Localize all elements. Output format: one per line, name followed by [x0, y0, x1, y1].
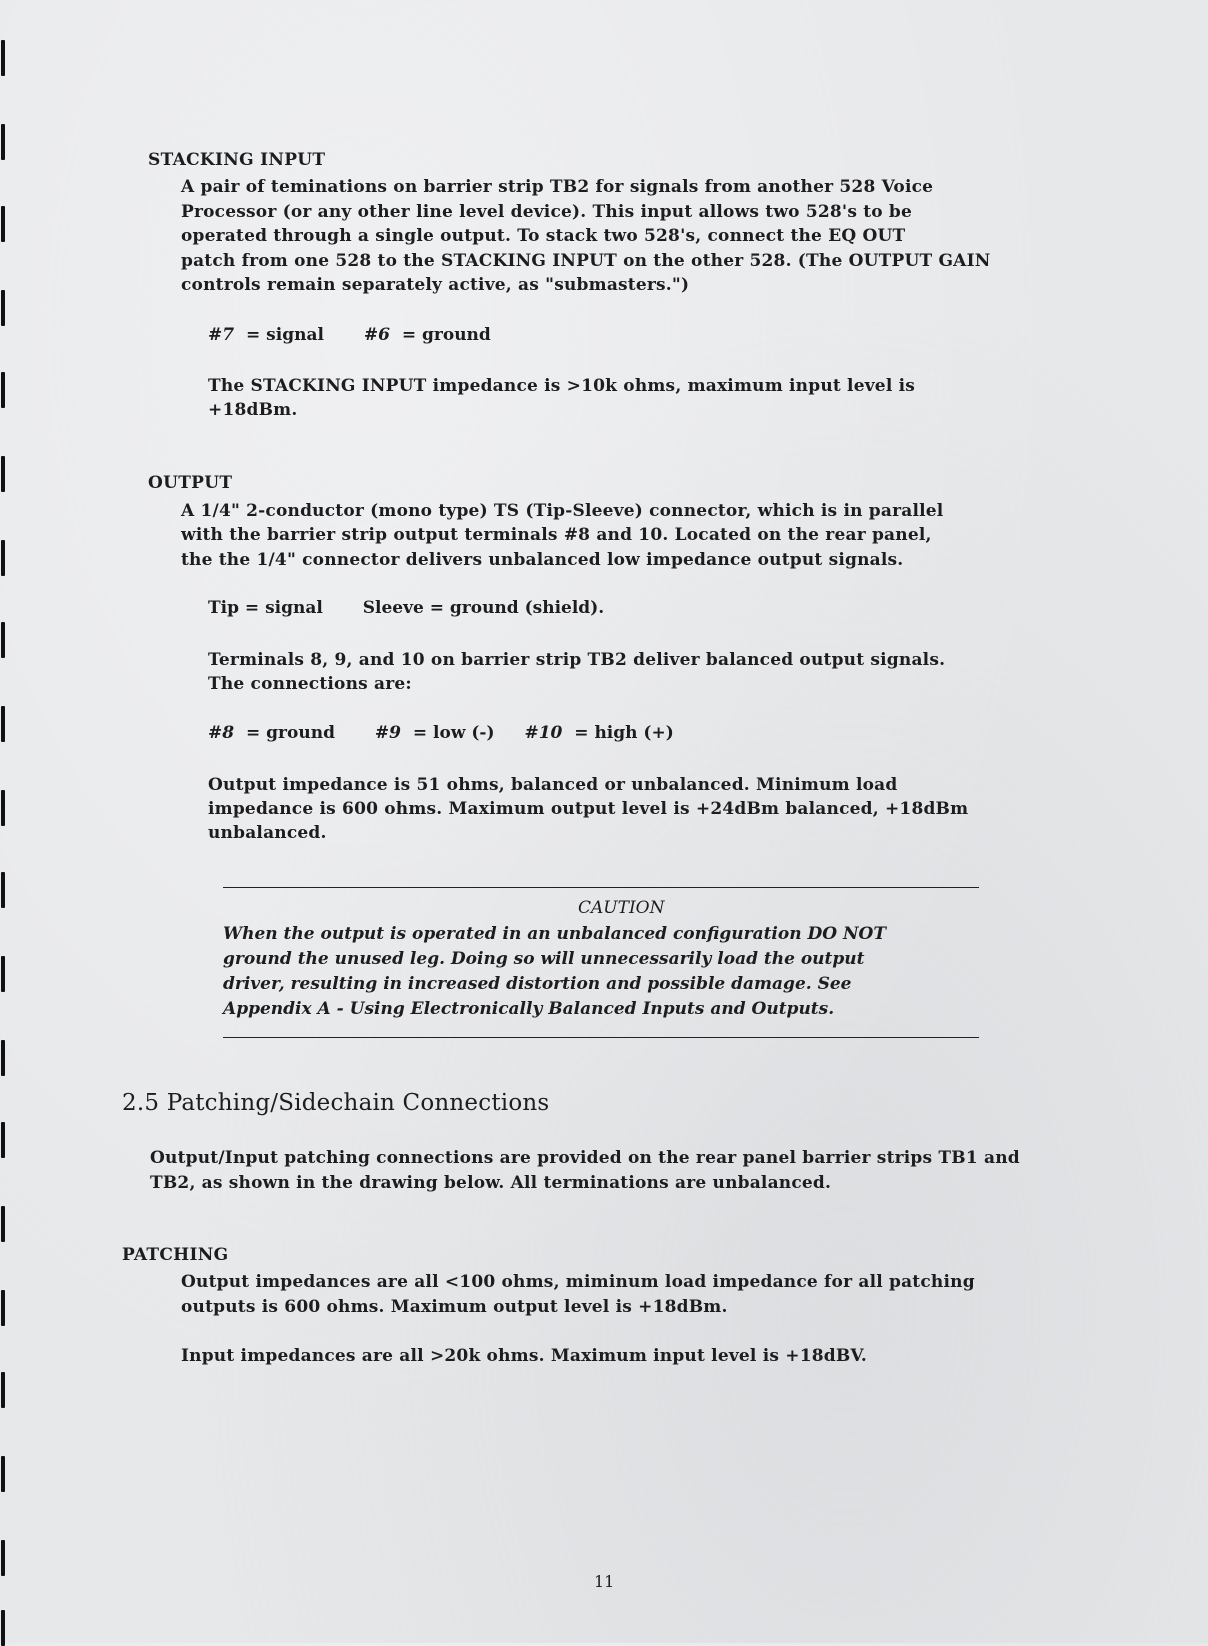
paragraph-line: A 1/4" 2-conductor (mono type) TS (Tip-Sleeve) connector, which is in parallel [181, 501, 944, 521]
paragraph-line: operated through a single output. To stack two 528's, connect the EQ OUT [181, 226, 906, 246]
caution-line: When the output is operated in an unbalanced configuration DO NOT [223, 924, 886, 944]
stacking-input-heading: STACKING INPUT [148, 150, 326, 170]
output-impedance-line: impedance is 600 ohms. Maximum output level is +24dBm balanced, +18dBm [208, 799, 969, 819]
patching-heading: PATCHING [122, 1245, 229, 1265]
output-impedance-line: Output impedance is 51 ohms, balanced or unbalanced. Minimum load [208, 775, 898, 795]
binding-holes [0, 0, 8, 1643]
pin-number: #9 [374, 723, 401, 743]
pin-value: = high (+) [574, 723, 674, 743]
paragraph-line: the the 1/4" connector delivers unbalanced low impedance output signals. [181, 550, 904, 570]
caution-line: Appendix A - Using Electronically Balanced Inputs and Outputs. [223, 999, 835, 1019]
stacking-impedance-line: +18dBm. [208, 400, 298, 420]
caution-line: driver, resulting in increased distortion and possible damage. See [223, 974, 852, 994]
output-pin-assignments [208, 723, 674, 743]
tip-assignment: Tip = signal [208, 598, 323, 618]
stacking-pin-assignments [208, 325, 491, 345]
output-heading: OUTPUT [148, 473, 233, 493]
output-tip-sleeve [208, 598, 604, 618]
sleeve-assignment: Sleeve = ground (shield). [362, 598, 605, 618]
pin-number: #7 [208, 325, 235, 345]
paragraph-line: patch from one 528 to the STACKING INPUT on the other 528. (The OUTPUT GAIN [181, 251, 991, 271]
caution-bottom-rule [223, 1037, 979, 1038]
pin-number: #6 [363, 325, 390, 345]
caution-line: ground the unused leg. Doing so will unnecessarily load the output [223, 949, 865, 969]
patching-paragraph-line: outputs is 600 ohms. Maximum output level is +18dBm. [181, 1297, 728, 1317]
pin-value: = ground [401, 325, 491, 345]
section-title: 2.5 Patching/Sidechain Connections [122, 1090, 550, 1116]
caution-title: CAUTION [578, 898, 665, 918]
output-terminals-line: Terminals 8, 9, and 10 on barrier strip TB2 deliver balanced output signals. [208, 650, 946, 670]
paragraph-line: Processor (or any other line level device). This input allows two 528's to be [181, 202, 913, 222]
stacking-impedance-line: The STACKING INPUT impedance is >10k ohms, maximum input level is [208, 376, 916, 396]
patching-paragraph-line: Output impedances are all <100 ohms, miminum load impedance for all patching [181, 1272, 975, 1292]
page-number: 11 [594, 1572, 615, 1591]
pin-number: #8 [208, 723, 235, 743]
pin-value: = low (-) [412, 723, 495, 743]
caution-top-rule [223, 887, 979, 888]
section-paragraph-line: TB2, as shown in the drawing below. All terminations are unbalanced. [150, 1173, 832, 1193]
pin-value: = signal [246, 325, 324, 345]
pin-number: #10 [524, 723, 563, 743]
paragraph-line: A pair of teminations on barrier strip TB2 for signals from another 528 Voice [181, 177, 934, 197]
section-paragraph-line: Output/Input patching connections are provided on the rear panel barrier strips TB1 and [150, 1148, 1020, 1168]
output-terminals-line: The connections are: [208, 674, 412, 694]
pin-value: = ground [246, 723, 335, 743]
paragraph-line: with the barrier strip output terminals #8 and 10. Located on the rear panel, [181, 525, 932, 545]
paragraph-line: controls remain separately active, as "submasters.") [181, 275, 690, 295]
output-impedance-line: unbalanced. [208, 823, 327, 843]
patching-input-line: Input impedances are all >20k ohms. Maximum input level is +18dBV. [181, 1346, 867, 1366]
